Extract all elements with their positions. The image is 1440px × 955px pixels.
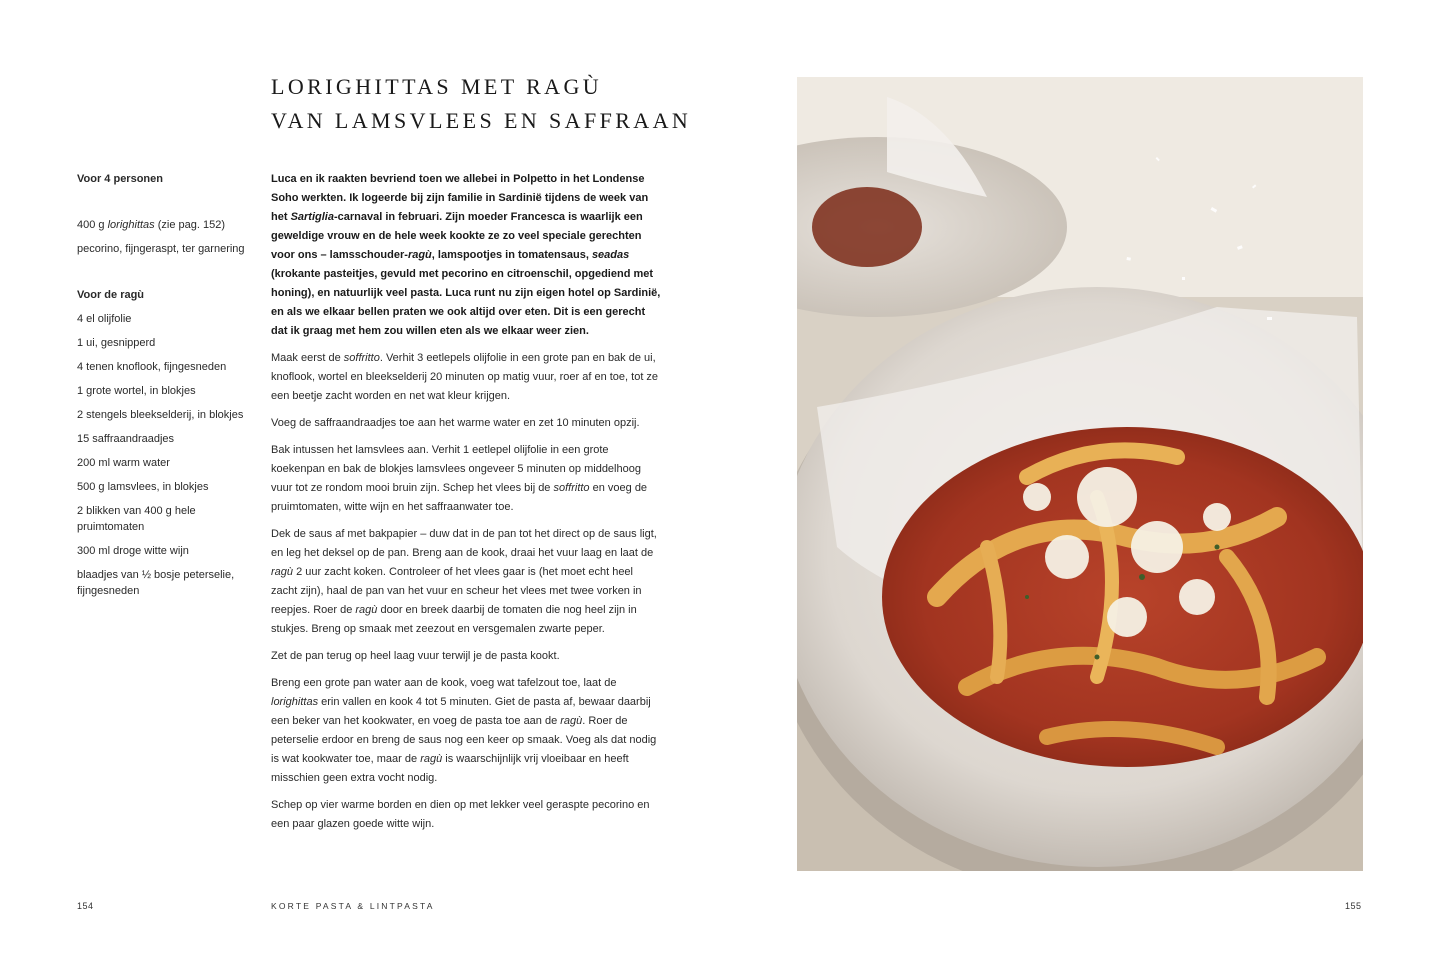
ingredient-item: 200 ml warm water xyxy=(77,457,170,469)
running-head: KORTE PASTA & LINTPASTA xyxy=(271,901,435,911)
ragu-heading: Voor de ragù xyxy=(77,289,145,301)
method-paragraph: Zet de pan terug op heel laag vuur terwijl je de pasta kookt. xyxy=(271,650,560,662)
page-number-left: 154 xyxy=(77,901,94,911)
method-paragraph: Voeg de saffraandraadjes toe aan het warme water en zet 10 minuten opzij. xyxy=(271,417,640,429)
pasta-ingredients xyxy=(77,217,247,257)
ingredient-item: 400 g lorighittas (zie pag. 152) xyxy=(77,219,225,231)
ingredient-item: 1 grote wortel, in blokjes xyxy=(77,385,196,397)
recipe-title-line-1: LORIGHITTAS MET RAGÙ xyxy=(271,74,603,99)
servings-heading: Voor 4 personen xyxy=(77,173,163,185)
dish-photo xyxy=(797,77,1363,871)
method-paragraph: Maak eerst de soffritto. Verhit 3 eetlepels olijfolie in een grote pan en bak de ui, knoflook, wortel en bleekselderij 20 minuten op matig vuur, roer af en toe, tot ze een beetje zacht worden en net wat kleur krijgen. xyxy=(271,352,659,402)
ingredients-column xyxy=(77,171,247,607)
method-paragraph: Bak intussen het lamsvlees aan. Verhit 1 eetlepel olijfolie in een grote koekenpan en bak de blokjes lamsvlees ongeveer 5 minuten op middelhoog vuur tot ze rondom mooi bruin zijn. Schep het vlees bij de soffritto en voeg de pruimtomaten, witte wijn en het saffraanwater toe. xyxy=(271,444,648,513)
recipe-title xyxy=(271,70,731,138)
ragu-ingredients xyxy=(77,311,247,599)
ingredient-item: blaadjes van ½ bosje peterselie, fijngesneden xyxy=(77,569,235,597)
method-paragraph: Schep op vier warme borden en dien op met lekker veel geraspte pecorino en een paar glazen goede witte wijn. xyxy=(271,799,650,830)
ingredient-item: pecorino, fijngeraspt, ter garnering xyxy=(77,243,245,255)
recipe-title-line-2: VAN LAMSVLEES EN SAFFRAAN xyxy=(271,108,692,133)
ingredient-item: 4 el olijfolie xyxy=(77,313,132,325)
method-paragraph: Dek de saus af met bakpapier – duw dat in de pan tot het direct op de saus ligt, en leg het deksel op de pan. Breng aan de kook, draai het vuur laag en laat de ragù 2 uur zacht koken. Controleer of het vlees gaar is (het moet echt heel zacht zijn), haal de pan van het vuur en scheur het vlees met twee vorken in reepjes. Roer de ragù door en breek daarbij de tomaten die nog heel zijn in stukjes. Breng op smaak met zeezout en versgemalen zwarte peper. xyxy=(271,528,657,635)
ingredient-item: 2 blikken van 400 g hele pruimtomaten xyxy=(77,505,196,533)
ingredient-item: 15 saffraandraadjes xyxy=(77,433,175,445)
pasta-with-ragu xyxy=(882,427,1363,767)
ingredient-item: 2 stengels bleekselderij, in blokjes xyxy=(77,409,244,421)
ingredient-item: 4 tenen knoflook, fijngesneden xyxy=(77,361,227,373)
ingredient-item: 500 g lamsvlees, in blokjes xyxy=(77,481,209,493)
page-number-right: 155 xyxy=(1345,901,1362,911)
method-paragraph: Breng een grote pan water aan de kook, voeg wat tafelzout toe, laat de lorighittas erin vallen en kook 4 tot 5 minuten. Giet de pasta af, bewaar daarbij een beker van het kookwater, en voeg de pasta toe aan de ragù. Roer de peterselie erdoor en breng de saus nog een keer op smaak. Voeg als dat nodig is wat kookwater toe, maar de ragù is waarschijnlijk vrij vloeibaar en heeft misschien geen extra vocht nodig. xyxy=(271,677,657,784)
ingredient-item: 1 ui, gesnipperd xyxy=(77,337,156,349)
method-text xyxy=(271,170,661,842)
intro-paragraph: Luca en ik raakten bevriend toen we allebei in Polpetto in het Londense Soho werkten. Ik logeerde bij zijn familie in Sardinië tijdens de week van het Sartiglia-carnaval in februari. Zijn moeder Francesca is waarlijk een geweldige vrouw en de hele week kookte ze zo veel speciale gerechten voor ons – lamsschouder-ragù, lamspootjes in tomatensaus, seadas (krokante pasteitjes, gevuld met pecorino en citroenschil, opgediend met honing), en natuurlijk veel pasta. Luca runt nu zijn eigen hotel op Sardinië, en als we elkaar bellen praten we ook altijd over eten. Dit is een gerecht dat ik graag met hem zou willen eten als we elkaar weer zien. xyxy=(271,173,661,337)
ingredient-item: 300 ml droge witte wijn xyxy=(77,545,189,557)
